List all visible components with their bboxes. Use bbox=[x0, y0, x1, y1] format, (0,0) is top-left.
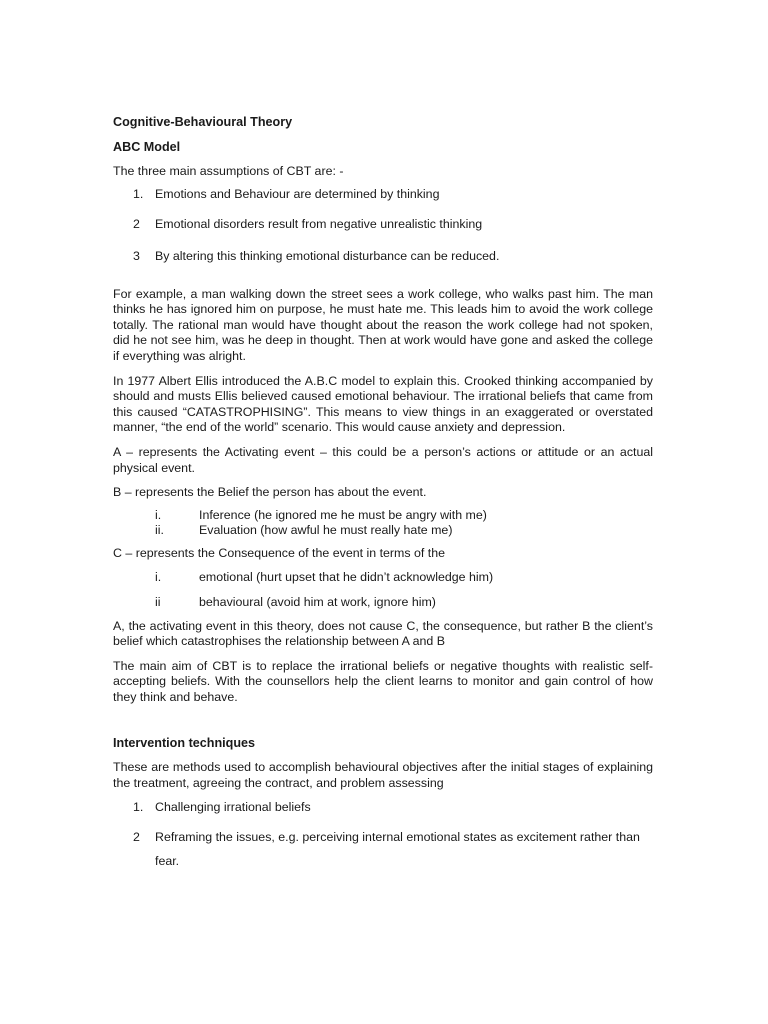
list-item-text: Challenging irrational beliefs bbox=[155, 800, 311, 815]
list-item-text: behavioural (avoid him at work, ignore him) bbox=[199, 595, 436, 610]
document-page bbox=[113, 115, 653, 873]
list-number: 1. bbox=[133, 186, 144, 201]
assumption-item bbox=[113, 249, 653, 265]
activating-event-paragraph: A – represents the Activating event – this could be a person’s actions or attitude or an actual physical event. bbox=[113, 444, 653, 475]
list-number: ii bbox=[155, 595, 161, 610]
assumptions-intro: The three main assumptions of CBT are: - bbox=[113, 164, 344, 179]
ellis-paragraph: In 1977 Albert Ellis introduced the A.B.C model to explain this. Crooked thinking accompanied by should and musts Ellis believed caused emotional behaviour. The irrational beliefs that came from this caused “CATASTROPHISING”. This means to view things in an exaggerated or overstated manner, “the end of the world” scenario. This would cause anxiety and depression. bbox=[113, 373, 653, 435]
example-paragraph: For example, a man walking down the street sees a work college, who walks past him. The man thinks he has ignored him on purpose, he must hate me. This leads him to avoid the work college totally. The rational man would have thought about the reason the work college had not spoken, did he not see him, was he deep in thought. Then at work would have gone and asked the college if everything was alright. bbox=[113, 286, 653, 363]
belief-item bbox=[113, 508, 653, 524]
list-item-text: Reframing the issues, e.g. perceiving internal emotional states as excitement rather than fear. bbox=[155, 830, 640, 868]
consequence-list bbox=[113, 570, 653, 610]
abc-relationship-paragraph: A, the activating event in this theory, does not cause C, the consequence, but rather B the client’s belief which catastrophises the relationship between A and B bbox=[113, 618, 653, 649]
list-number: 2 bbox=[133, 830, 140, 844]
belief-paragraph: B – represents the Belief the person has about the event. bbox=[113, 485, 427, 500]
list-number: ii. bbox=[155, 523, 164, 538]
assumption-item bbox=[113, 217, 653, 233]
belief-item bbox=[113, 523, 653, 539]
intervention-paragraph: These are methods used to accomplish behavioural objectives after the initial stages of explaining the treatment, agreeing the contract, and problem assessing bbox=[113, 760, 653, 790]
techniques-list bbox=[113, 800, 653, 873]
section-heading-abc-model: ABC Model bbox=[113, 139, 181, 154]
list-item-text: By altering this thinking emotional disturbance can be reduced. bbox=[155, 248, 500, 263]
consequence-item bbox=[113, 570, 653, 586]
document-title: Cognitive-Behavioural Theory bbox=[113, 115, 293, 129]
assumptions-list bbox=[113, 187, 653, 265]
consequence-paragraph: C – represents the Consequence of the event in terms of the bbox=[113, 545, 445, 560]
list-item-text: emotional (hurt upset that he didn’t acknowledge him) bbox=[199, 570, 494, 585]
list-item-text: Inference (he ignored me he must be angry with me) bbox=[199, 507, 487, 522]
cbt-aim-paragraph: The main aim of CBT is to replace the irrational beliefs or negative thoughts with realistic self-accepting beliefs. With the counsellors help the client learns to monitor and gain control of how they think and behave. bbox=[113, 658, 653, 705]
list-item-text: Emotional disorders result from negative unrealistic thinking bbox=[155, 217, 483, 232]
list-number: 2 bbox=[133, 217, 140, 232]
technique-item bbox=[113, 800, 653, 816]
section-heading-intervention: Intervention techniques bbox=[113, 735, 256, 750]
technique-item bbox=[113, 825, 653, 873]
list-number: i. bbox=[155, 507, 162, 522]
list-item-text: Evaluation (how awful he must really hate me) bbox=[199, 523, 453, 538]
list-number: 3 bbox=[133, 248, 140, 263]
list-number: 1. bbox=[133, 800, 144, 815]
belief-list bbox=[113, 508, 653, 539]
consequence-item bbox=[113, 595, 653, 611]
list-item-text: Emotions and Behaviour are determined by thinking bbox=[155, 186, 440, 201]
assumption-item bbox=[113, 187, 653, 203]
list-number: i. bbox=[155, 570, 162, 585]
